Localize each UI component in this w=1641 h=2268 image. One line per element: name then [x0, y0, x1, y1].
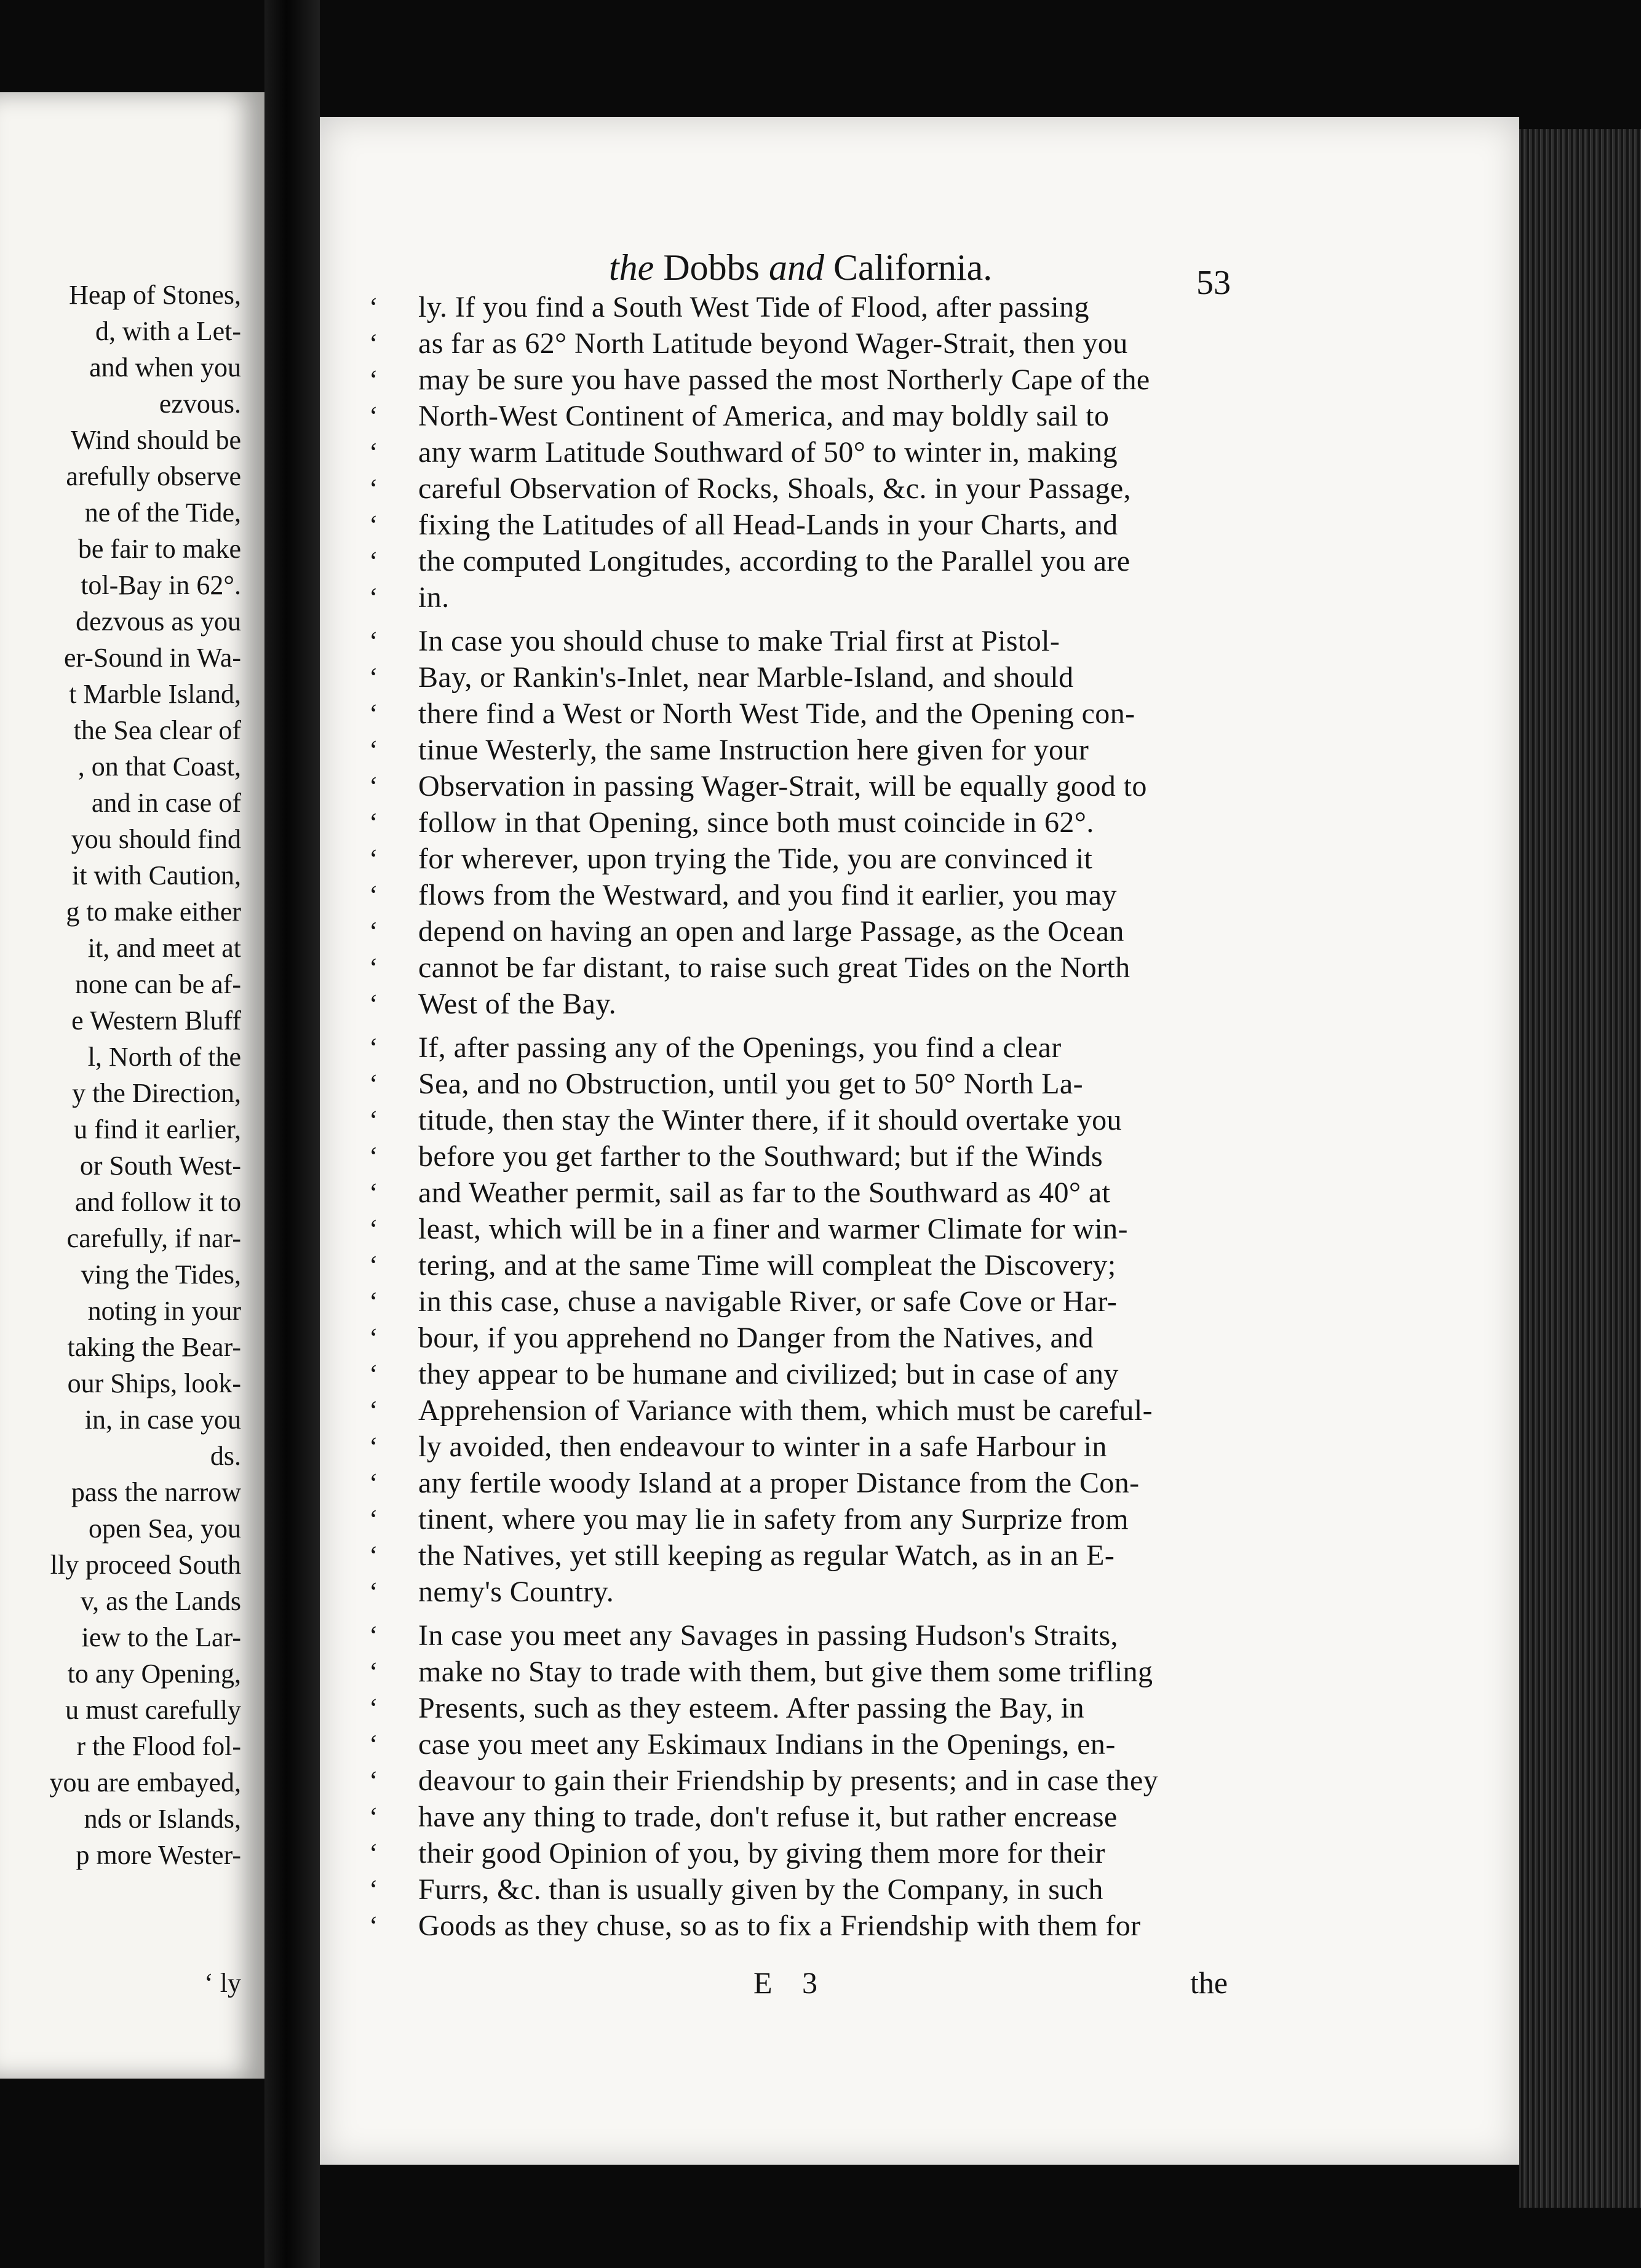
left-page-line: dezvous as you: [76, 606, 241, 636]
left-page-line: it with Caution,: [72, 860, 241, 890]
line-text: fixing the Latitudes of all Head-Lands in your Charts, and: [418, 509, 1118, 541]
line-text: and Weather permit, sail as far to the Southward as 40° at: [418, 1176, 1111, 1209]
text-line: [369, 1871, 1273, 1908]
left-page-line: open Sea, you: [88, 1513, 241, 1544]
line-text: tinent, where you may lie in safety from any Surprize from: [418, 1503, 1129, 1536]
running-head: [609, 246, 992, 289]
line-text: West of the Bay.: [418, 988, 617, 1020]
text-line: [369, 1066, 1273, 1102]
line-text: in this case, chuse a navigable River, or safe Cove or Har-: [418, 1285, 1118, 1318]
quote-mark: ‘: [369, 1874, 379, 1905]
quote-mark: ‘: [369, 1693, 379, 1723]
quote-mark: ‘: [369, 1178, 379, 1208]
text-line: [369, 913, 1273, 950]
left-page-line: our Ships, look-: [67, 1368, 241, 1398]
line-text: Goods as they chuse, so as to fix a Friendship with them for: [418, 1909, 1141, 1942]
quote-mark: ‘: [369, 916, 379, 946]
text-line: [369, 1102, 1273, 1138]
text-line: [369, 986, 1273, 1022]
running-head-and: and: [769, 247, 824, 288]
text-line: [369, 1501, 1273, 1537]
text-line: [369, 289, 1273, 325]
left-page-line: you are embayed,: [49, 1767, 241, 1798]
text-line: [369, 768, 1273, 804]
page-number: 53: [1196, 264, 1231, 302]
line-text: nemy's Country.: [418, 1576, 614, 1608]
quote-mark: ‘: [369, 1802, 379, 1832]
signature-mark: E 3: [753, 1965, 829, 2000]
text-line: [369, 470, 1273, 507]
text-line: [369, 623, 1273, 659]
line-text: cannot be far distant, to raise such great Tides on the North: [418, 951, 1130, 984]
left-page-line: or South West-: [79, 1151, 241, 1181]
body-text: [369, 289, 1273, 1944]
text-line: [369, 950, 1273, 986]
text-line: [369, 696, 1273, 732]
text-line: [369, 841, 1273, 877]
quote-mark: ‘: [369, 1214, 379, 1244]
left-page-line: u must carefully: [65, 1695, 241, 1725]
text-line: [369, 1726, 1273, 1762]
quote-mark: ‘: [369, 365, 379, 395]
quote-mark: ‘: [369, 510, 379, 540]
left-page-line: r the Flood fol-: [76, 1731, 241, 1761]
text-line: [369, 579, 1273, 616]
left-page-line: ezvous.: [159, 389, 241, 419]
left-page-line: ving the Tides,: [81, 1259, 241, 1290]
left-page-line: taking the Bear-: [67, 1332, 241, 1362]
text-line: [369, 1429, 1273, 1465]
quote-mark: ‘: [369, 699, 379, 729]
left-page-line: none can be af-: [75, 969, 241, 999]
quote-mark: ‘: [369, 1577, 379, 1607]
line-text: may be sure you have passed the most Northerly Cape of the: [418, 363, 1150, 396]
text-line: [369, 732, 1273, 768]
line-text: Sea, and no Obstruction, until you get to 50° North La-: [418, 1068, 1084, 1100]
line-text: have any thing to trade, don't refuse it, but rather encrease: [418, 1801, 1118, 1833]
line-text: any warm Latitude Southward of 50° to winter in, making: [418, 436, 1118, 469]
quote-mark: ‘: [369, 1141, 379, 1172]
line-text: bour, if you apprehend no Danger from the Natives, and: [418, 1322, 1094, 1354]
quote-mark: ‘: [369, 1323, 379, 1353]
quote-mark: ‘: [369, 1287, 379, 1317]
line-text: titude, then stay the Winter there, if it should overtake you: [418, 1104, 1122, 1136]
quote-mark: ‘: [369, 735, 379, 765]
text-line: [369, 1283, 1273, 1320]
line-text: flows from the Westward, and you find it earlier, you may: [418, 879, 1117, 911]
text-line: [369, 804, 1273, 841]
text-line: [369, 1356, 1273, 1392]
quote-mark: ‘: [369, 662, 379, 692]
quote-mark: ‘: [369, 953, 379, 983]
left-page-line: v, as the Lands: [80, 1586, 241, 1616]
left-page-fragment: [0, 92, 264, 2079]
line-text: ly. If you find a South West Tide of Flood, after passing: [418, 291, 1089, 323]
left-page-line: noting in your: [87, 1296, 241, 1326]
left-page-line: e Western Bluff: [71, 1005, 241, 1036]
line-text: tinue Westerly, the same Instruction here given for your: [418, 734, 1089, 766]
line-text: Furrs, &c. than is usually given by the Company, in such: [418, 1873, 1103, 1906]
quote-mark: ‘: [369, 1033, 379, 1063]
line-text: as far as 62° North Latitude beyond Wager-Strait, then you: [418, 327, 1128, 360]
quote-mark: ‘: [369, 807, 379, 838]
line-text: least, which will be in a finer and warmer Climate for win-: [418, 1213, 1128, 1245]
left-page-text: [0, 277, 241, 1873]
catchword: the: [1190, 1965, 1228, 2000]
left-page-line: arefully observe: [66, 461, 241, 491]
quote-mark: ‘: [369, 1069, 379, 1099]
line-text: the computed Longitudes, according to the Parallel you are: [418, 545, 1130, 577]
left-page-line: and when you: [89, 352, 241, 383]
left-page-line: nds or Islands,: [84, 1804, 241, 1834]
left-page-line: carefully, if nar-: [66, 1223, 241, 1253]
text-line: [369, 362, 1273, 398]
line-text: any fertile woody Island at a proper Distance from the Con-: [418, 1467, 1140, 1499]
line-text: Presents, such as they esteem. After passing the Bay, in: [418, 1692, 1085, 1724]
left-page-line: l, North of the: [87, 1042, 241, 1072]
text-line: [369, 434, 1273, 470]
left-page-line: d, with a Let-: [95, 316, 241, 346]
left-page-line: iew to the Lar-: [81, 1622, 241, 1652]
text-line: [369, 398, 1273, 434]
quote-mark: ‘: [369, 328, 379, 359]
left-page-line: and in case of: [91, 788, 241, 818]
text-line: [369, 1465, 1273, 1501]
line-text: ly avoided, then endeavour to winter in a safe Harbour in: [418, 1430, 1107, 1463]
quote-mark: ‘: [369, 1359, 379, 1389]
text-line: [369, 1211, 1273, 1247]
text-line: [369, 1175, 1273, 1211]
left-page-line: it, and meet at: [87, 933, 241, 963]
left-page-line: g to make either: [66, 897, 241, 927]
text-line: [369, 1392, 1273, 1429]
text-line: [369, 1138, 1273, 1175]
left-page-line: t Marble Island,: [69, 679, 241, 709]
line-text: case you meet any Eskimaux Indians in the Openings, en-: [418, 1728, 1116, 1761]
quote-mark: ‘: [369, 1657, 379, 1687]
line-text: tering, and at the same Time will compleat the Discovery;: [418, 1249, 1116, 1282]
text-line: [369, 507, 1273, 543]
line-text: North-West Continent of America, and may boldly sail to: [418, 400, 1110, 432]
quote-mark: ‘: [369, 844, 379, 874]
line-text: their good Opinion of you, by giving them more for their: [418, 1837, 1105, 1870]
quote-mark: ‘: [369, 1432, 379, 1462]
left-page-line: y the Direction,: [72, 1078, 241, 1108]
quote-mark: ‘: [369, 1911, 379, 1941]
text-line: [369, 1908, 1273, 1944]
text-line: [369, 325, 1273, 362]
text-line: [369, 1247, 1273, 1283]
text-line: [369, 1799, 1273, 1835]
line-text: Apprehension of Variance with them, which must be careful-: [418, 1394, 1153, 1427]
page-edges: [1519, 129, 1641, 2208]
quote-mark: ‘: [369, 771, 379, 801]
left-page-line: er-Sound in Wa-: [63, 643, 241, 673]
left-page-line: ds.: [210, 1441, 241, 1471]
text-line: [369, 1574, 1273, 1610]
left-page-line: Heap of Stones,: [69, 280, 241, 310]
text-line: [369, 1762, 1273, 1799]
text-line: [369, 543, 1273, 579]
line-text: there find a West or North West Tide, and the Opening con-: [418, 697, 1135, 730]
left-page-line: be fair to make: [77, 534, 241, 564]
left-page-line: u find it earlier,: [74, 1114, 241, 1144]
quote-mark: ‘: [369, 1105, 379, 1135]
running-head-california: California.: [833, 247, 993, 288]
quote-mark: ‘: [369, 880, 379, 910]
text-line: [369, 1617, 1273, 1654]
line-text: before you get farther to the Southward; but if the Winds: [418, 1140, 1103, 1173]
quote-mark: ‘: [369, 474, 379, 504]
quote-mark: ‘: [369, 401, 379, 431]
line-text: careful Observation of Rocks, Shoals, &c. in your Passage,: [418, 472, 1131, 505]
running-head-dobbs: Dobbs: [663, 247, 760, 288]
left-page-line: pass the narrow: [71, 1477, 241, 1507]
line-text: make no Stay to trade with them, but give them some trifling: [418, 1655, 1153, 1688]
quote-mark: ‘: [369, 626, 379, 656]
line-text: the Natives, yet still keeping as regular Watch, as in an E-: [418, 1539, 1115, 1572]
text-line: [369, 1835, 1273, 1871]
left-page-line: p more Wester-: [76, 1840, 241, 1870]
line-text: In case you meet any Savages in passing Hudson's Straits,: [418, 1619, 1118, 1652]
text-line: [369, 1320, 1273, 1356]
quote-mark: ‘: [369, 292, 379, 322]
left-page-line: Wind should be: [71, 425, 241, 455]
quote-mark: ‘: [369, 1468, 379, 1498]
left-page-line: lly proceed South: [50, 1550, 241, 1580]
left-page-line: , on that Coast,: [77, 751, 241, 782]
left-page-line: the Sea clear of: [73, 715, 241, 745]
text-line: [369, 1690, 1273, 1726]
line-text: In case you should chuse to make Trial first at Pistol-: [418, 625, 1060, 657]
quote-mark: ‘: [369, 1540, 379, 1571]
quote-mark: ‘: [369, 1250, 379, 1280]
quote-mark: ‘: [369, 437, 379, 467]
left-page-line: you should find: [71, 824, 241, 854]
left-page-line: to any Opening,: [67, 1659, 241, 1689]
quote-mark: ‘: [369, 1766, 379, 1796]
text-line: [369, 1537, 1273, 1574]
quote-mark: ‘: [369, 1729, 379, 1759]
line-text: they appear to be humane and civilized; but in case of any: [418, 1358, 1119, 1390]
line-text: for wherever, upon trying the Tide, you are convinced it: [418, 843, 1093, 875]
left-page-line: tol-Bay in 62°.: [81, 570, 241, 600]
line-text: follow in that Opening, since both must coincide in 62°.: [418, 806, 1094, 839]
line-text: deavour to gain their Friendship by presents; and in case they: [418, 1764, 1159, 1797]
line-text: If, after passing any of the Openings, you find a clear: [418, 1031, 1062, 1064]
running-head-the: the: [609, 247, 654, 288]
book-gutter: [264, 0, 320, 2268]
left-page-line: ne of the Tide,: [84, 498, 241, 528]
quote-mark: ‘: [369, 1838, 379, 1868]
line-text: Observation in passing Wager-Strait, will be equally good to: [418, 770, 1147, 803]
line-text: in.: [418, 581, 450, 614]
left-page-line: and follow it to: [74, 1187, 241, 1217]
quote-mark: ‘: [369, 1395, 379, 1425]
text-line: [369, 1029, 1273, 1066]
text-line: [369, 877, 1273, 913]
quote-mark: ‘: [369, 582, 379, 613]
quote-mark: ‘: [369, 546, 379, 576]
line-text: depend on having an open and large Passage, as the Ocean: [418, 915, 1124, 948]
left-page-catchword: ‘ ly: [204, 1968, 241, 1998]
quote-mark: ‘: [369, 989, 379, 1019]
text-line: [369, 1654, 1273, 1690]
line-text: Bay, or Rankin's-Inlet, near Marble-Island, and should: [418, 661, 1074, 694]
text-line: [369, 659, 1273, 696]
left-page-line: in, in case you: [84, 1405, 241, 1435]
quote-mark: ‘: [369, 1504, 379, 1534]
quote-mark: ‘: [369, 1620, 379, 1651]
